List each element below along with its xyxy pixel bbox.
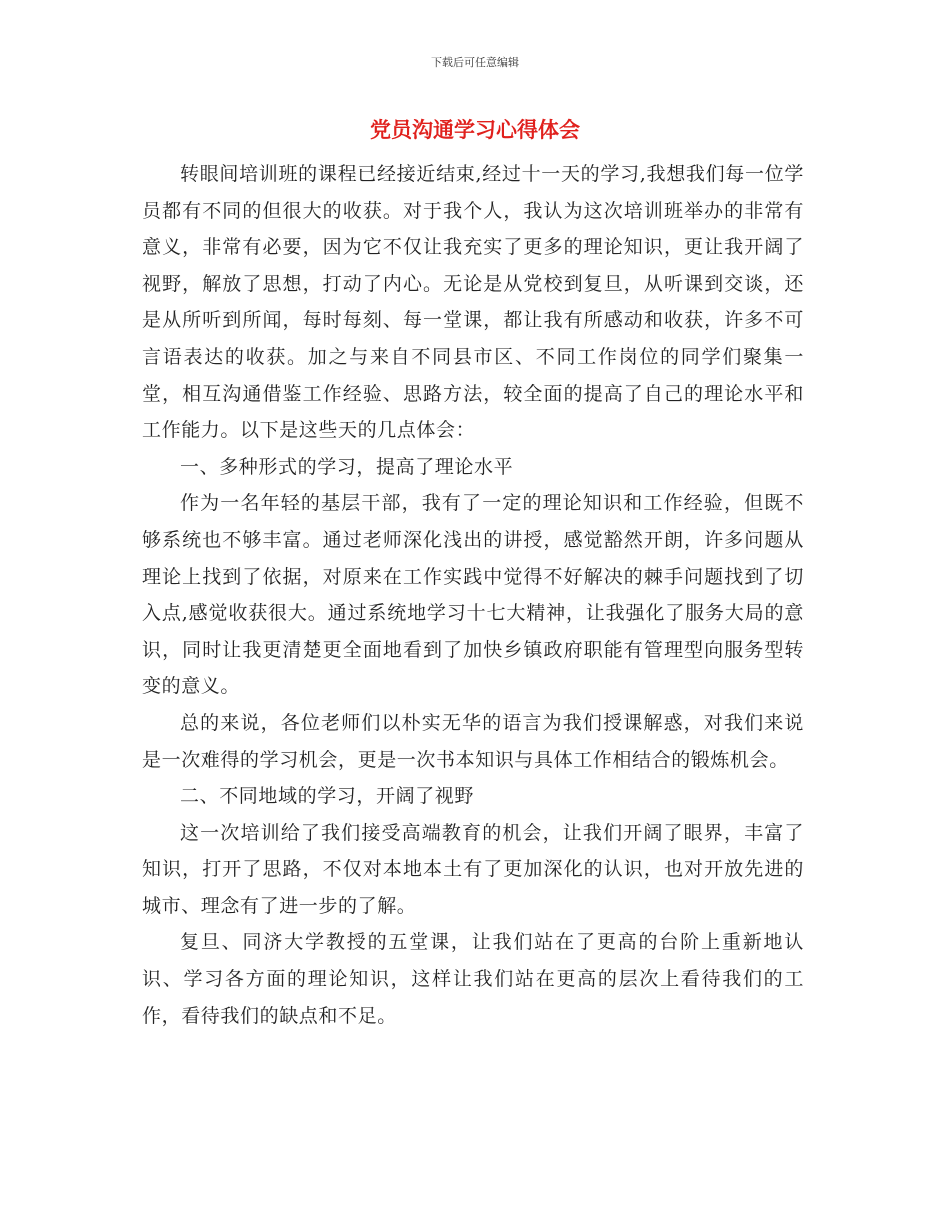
document-title: 党员沟通学习心得体会 bbox=[370, 118, 580, 142]
section-heading-1: 一、多种形式的学习，提高了理论水平 bbox=[180, 455, 514, 478]
section-heading-2: 二、不同地域的学习，开阔了视野 bbox=[180, 785, 475, 808]
paragraph-intro: 转眼间培训班的课程已经接近结束,经过十一天的学习,我想我们每一位学员都有不同的但很大的收获。对于我个人，我认为这次培训班举办的非常有意义，非常有必要，因为它不仅让我充实了更多的理论知识，更让我开阔了视野，解放了思想，打动了内心。无论是从党校到复旦，从听课到交谈，还是从所听到所闻，每时每刻、每一堂课，都让我有所感动和收获，许多不可言语表达的收获。加之与来自不同县市区、不同工作岗位的同学们聚集一堂，相互沟通借鉴工作经验、思路方法，较全面的提高了自己的理论水平和工作能力。以下是这些天的几点体会： bbox=[142, 163, 804, 442]
header-note: 下载后可任意编辑 bbox=[431, 56, 519, 69]
document-body bbox=[142, 156, 804, 1034]
paragraph-section-2: 这一次培训给了我们接受高端教育的机会，让我们开阔了眼界，丰富了知识，打开了思路，不仅对本地本土有了更加深化的认识，也对开放先进的城市、理念有了进一步的了解。 bbox=[142, 821, 804, 917]
paragraph-fudan: 复旦、同济大学教授的五堂课，让我们站在了更高的台阶上重新地认识、学习各方面的理论知识，这样让我们站在更高的层次上看待我们的工作，看待我们的缺点和不足。 bbox=[142, 931, 804, 1027]
paragraph-section-1: 作为一名年轻的基层干部，我有了一定的理论知识和工作经验，但既不够系统也不够丰富。通过老师深化浅出的讲授，感觉豁然开朗，许多问题从理论上找到了依据，对原来在工作实践中觉得不好解决的棘手问题找到了切入点,感觉收获很大。通过系统地学习十七大精神，让我强化了服务大局的意识，同时让我更清楚更全面地看到了加快乡镇政府职能有管理型向服务型转变的意义。 bbox=[142, 492, 804, 698]
paragraph-summary: 总的来说，各位老师们以朴实无华的语言为我们授课解惑，对我们来说是一次难得的学习机会，更是一次书本知识与具体工作相结合的锻炼机会。 bbox=[142, 711, 804, 771]
